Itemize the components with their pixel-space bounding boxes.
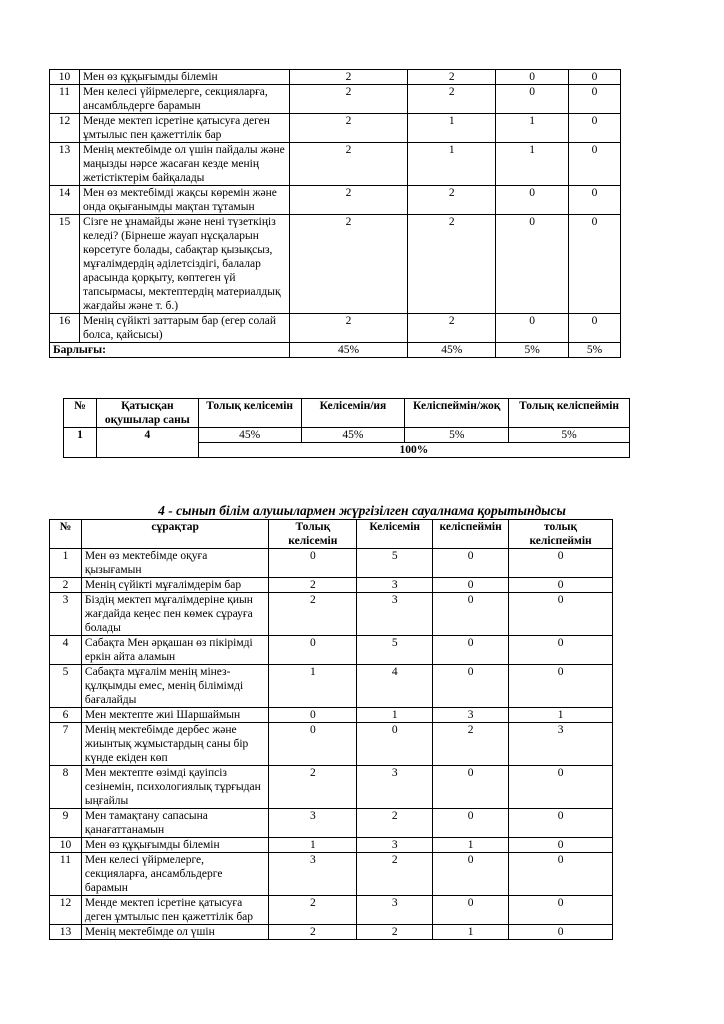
question-text: Мен өз құқығымды білемін xyxy=(79,70,289,85)
row-number: 11 xyxy=(50,85,80,114)
total-percent: 100% xyxy=(198,443,629,458)
table-row xyxy=(50,593,613,636)
fully-agree-count: 2 xyxy=(289,186,408,215)
agree-count: 2 xyxy=(408,85,496,114)
agree-count: 3 xyxy=(357,766,433,809)
table-row xyxy=(50,70,621,85)
question-text: Менің мектебімде дербес және жиынтық жұмыстардың саны бір күнде екіден көп xyxy=(81,723,269,766)
disagree-count: 1 xyxy=(496,114,569,143)
row-number: 3 xyxy=(50,593,82,636)
col-header-agree: Келісемін xyxy=(357,520,433,549)
fully-agree-count: 2 xyxy=(289,143,408,186)
row-number: 5 xyxy=(50,665,82,708)
table-row xyxy=(50,186,621,215)
table-row xyxy=(50,143,621,186)
total-percent: 5% xyxy=(496,343,569,358)
total-percent: 5% xyxy=(569,343,621,358)
question-text: Менің сүйікті мұғалімдерім бар xyxy=(81,578,269,593)
question-text: Менің сүйікті заттарым бар (егер солай болса, қайсысы) xyxy=(79,314,289,343)
col-header-fully-disagree: Толық келіспеймін xyxy=(509,399,630,428)
agree-count: 4 xyxy=(357,665,433,708)
agree-count: 1 xyxy=(357,708,433,723)
fully-agree-count: 0 xyxy=(269,549,357,578)
row-number: 16 xyxy=(50,314,80,343)
table-row xyxy=(50,665,613,708)
fully-disagree-count: 0 xyxy=(569,70,621,85)
fully-disagree-count: 0 xyxy=(509,838,613,853)
col-header-disagree: келіспеймін xyxy=(433,520,509,549)
pct-fully-disagree: 5% xyxy=(509,428,630,443)
fully-agree-count: 2 xyxy=(289,85,408,114)
table-row xyxy=(50,549,613,578)
fully-disagree-count: 0 xyxy=(509,853,613,896)
total-label: Барлығы: xyxy=(50,343,290,358)
agree-count: 2 xyxy=(357,925,433,940)
disagree-count: 0 xyxy=(496,85,569,114)
row-number: 1 xyxy=(50,549,82,578)
disagree-count: 0 xyxy=(433,636,509,665)
question-text: Мен мектепте жиі Шаршаймын xyxy=(81,708,269,723)
question-text: Мен өз құқығымды білемін xyxy=(81,838,269,853)
disagree-count: 0 xyxy=(433,549,509,578)
question-text: Мен өз мектебімде оқуға қызығамын xyxy=(81,549,269,578)
row-number: 9 xyxy=(50,809,82,838)
fully-agree-count: 2 xyxy=(269,578,357,593)
disagree-count: 0 xyxy=(496,215,569,314)
total-row xyxy=(50,343,621,358)
section-title: 4 - сынып білім алушылармен жүргізілген сауалнама қорытындысы xyxy=(158,503,566,518)
table-row xyxy=(50,215,621,314)
row-number: 14 xyxy=(50,186,80,215)
fully-agree-count: 2 xyxy=(269,766,357,809)
col-header-number: № xyxy=(50,520,82,549)
row-number: 1 xyxy=(64,428,97,458)
fully-disagree-count: 0 xyxy=(509,896,613,925)
table-row xyxy=(50,723,613,766)
summary-table xyxy=(63,398,630,458)
fully-disagree-count: 0 xyxy=(569,186,621,215)
agree-count: 2 xyxy=(408,215,496,314)
question-text: Мен мектепте өзімді қауіпсіз сезінемін, психологиялық тұрғыдан ыңғайлы xyxy=(81,766,269,809)
question-text: Сабақта Мен әрқашан өз пікірімді еркін айта аламын xyxy=(81,636,269,665)
fully-disagree-count: 3 xyxy=(509,723,613,766)
pct-disagree: 5% xyxy=(405,428,509,443)
fully-agree-count: 2 xyxy=(269,593,357,636)
table-row xyxy=(50,766,613,809)
disagree-count: 0 xyxy=(433,593,509,636)
table-row xyxy=(50,838,613,853)
agree-count: 0 xyxy=(357,723,433,766)
row-number: 7 xyxy=(50,723,82,766)
col-header-fully-disagree: толық келіспеймін xyxy=(509,520,613,549)
table-row xyxy=(50,578,613,593)
fully-agree-count: 0 xyxy=(269,723,357,766)
disagree-count: 0 xyxy=(496,314,569,343)
col-header-fully-agree: Толық келісемін xyxy=(269,520,357,549)
disagree-count: 1 xyxy=(433,838,509,853)
pct-agree: 45% xyxy=(301,428,405,443)
pct-fully-agree: 45% xyxy=(198,428,301,443)
disagree-count: 0 xyxy=(433,809,509,838)
row-number: 10 xyxy=(50,838,82,853)
agree-count: 1 xyxy=(408,114,496,143)
fully-agree-count: 2 xyxy=(269,925,357,940)
row-number: 12 xyxy=(50,114,80,143)
fully-disagree-count: 1 xyxy=(509,708,613,723)
table-row xyxy=(50,925,613,940)
disagree-count: 0 xyxy=(433,578,509,593)
fully-agree-count: 2 xyxy=(289,314,408,343)
disagree-count: 1 xyxy=(496,143,569,186)
fully-disagree-count: 0 xyxy=(569,114,621,143)
disagree-count: 0 xyxy=(433,766,509,809)
col-header-questions: сұрақтар xyxy=(81,520,269,549)
question-text: Біздің мектеп мұғалімдеріне қиын жағдайда кеңес пен көмек сұрауға болады xyxy=(81,593,269,636)
table-row xyxy=(50,85,621,114)
fully-disagree-count: 0 xyxy=(569,314,621,343)
fully-agree-count: 3 xyxy=(269,809,357,838)
fully-agree-count: 1 xyxy=(269,838,357,853)
disagree-count: 2 xyxy=(433,723,509,766)
question-text: Менің мектебімде ол үшін xyxy=(81,925,269,940)
fully-disagree-count: 0 xyxy=(569,143,621,186)
table-row xyxy=(50,314,621,343)
disagree-count: 0 xyxy=(433,896,509,925)
table-row xyxy=(50,708,613,723)
fully-disagree-count: 0 xyxy=(569,215,621,314)
fully-agree-count: 2 xyxy=(289,70,408,85)
fully-disagree-count: 0 xyxy=(509,766,613,809)
agree-count: 1 xyxy=(408,143,496,186)
table-row xyxy=(50,809,613,838)
col-header-agree: Келісемін/ия xyxy=(301,399,405,428)
total-percent: 45% xyxy=(408,343,496,358)
fully-agree-count: 0 xyxy=(269,708,357,723)
agree-count: 2 xyxy=(357,809,433,838)
fully-agree-count: 2 xyxy=(269,896,357,925)
agree-count: 2 xyxy=(408,186,496,215)
question-text: Мен келесі үйірмелерге, секцияларға, ансамбльдерге барамын xyxy=(79,85,289,114)
row-number: 11 xyxy=(50,853,82,896)
survey-table-grade4 xyxy=(49,519,613,940)
fully-agree-count: 3 xyxy=(269,853,357,896)
agree-count: 3 xyxy=(357,578,433,593)
disagree-count: 0 xyxy=(496,186,569,215)
fully-disagree-count: 0 xyxy=(509,636,613,665)
question-text: Мен келесі үйірмелерге, секцияларға, ансамбльдерге барамын xyxy=(81,853,269,896)
row-number: 2 xyxy=(50,578,82,593)
table-row xyxy=(50,114,621,143)
fully-disagree-count: 0 xyxy=(509,549,613,578)
agree-count: 5 xyxy=(357,636,433,665)
question-text: Мен өз мектебімді жақсы көремін және онда оқығанымды мақтан тұтамын xyxy=(79,186,289,215)
disagree-count: 0 xyxy=(433,853,509,896)
agree-count: 3 xyxy=(357,593,433,636)
fully-agree-count: 2 xyxy=(289,114,408,143)
disagree-count: 1 xyxy=(433,925,509,940)
question-text: Менде мектеп ісретіне қатысуға деген ұмтылыс пен қажеттілік бар xyxy=(81,896,269,925)
agree-count: 3 xyxy=(357,896,433,925)
row-number: 4 xyxy=(50,636,82,665)
fully-agree-count: 2 xyxy=(289,215,408,314)
row-number: 12 xyxy=(50,896,82,925)
agree-count: 2 xyxy=(357,853,433,896)
table3-body xyxy=(50,549,613,940)
row-number: 13 xyxy=(50,925,82,940)
fully-disagree-count: 0 xyxy=(509,665,613,708)
table1-body xyxy=(50,70,621,358)
fully-disagree-count: 0 xyxy=(509,809,613,838)
row-number: 10 xyxy=(50,70,80,85)
fully-disagree-count: 0 xyxy=(509,578,613,593)
question-text: Менде мектеп ісретіне қатысуға деген ұмтылыс пен қажеттілік бар xyxy=(79,114,289,143)
question-text: Сабақта мұғалім менің мінез-құлқымды емес, менің білімімді бағалайды xyxy=(81,665,269,708)
table-row xyxy=(50,896,613,925)
fully-agree-count: 0 xyxy=(269,636,357,665)
agree-count: 2 xyxy=(408,70,496,85)
fully-disagree-count: 0 xyxy=(569,85,621,114)
col-header-participants: Қатысқан оқушылар саны xyxy=(96,399,198,428)
question-text: Мен тамақтану сапасына қанағаттанамын xyxy=(81,809,269,838)
col-header-fully-agree: Толық келісемін xyxy=(198,399,301,428)
agree-count: 3 xyxy=(357,838,433,853)
table-row xyxy=(50,636,613,665)
total-percent: 45% xyxy=(289,343,408,358)
row-number: 8 xyxy=(50,766,82,809)
fully-agree-count: 1 xyxy=(269,665,357,708)
table-row xyxy=(50,853,613,896)
disagree-count: 0 xyxy=(433,665,509,708)
disagree-count: 3 xyxy=(433,708,509,723)
row-number: 6 xyxy=(50,708,82,723)
agree-count: 5 xyxy=(357,549,433,578)
fully-disagree-count: 0 xyxy=(509,593,613,636)
agree-count: 2 xyxy=(408,314,496,343)
fully-disagree-count: 0 xyxy=(509,925,613,940)
col-header-number: № xyxy=(64,399,97,428)
disagree-count: 0 xyxy=(496,70,569,85)
row-number: 15 xyxy=(50,215,80,314)
participants-count: 4 xyxy=(96,428,198,458)
col-header-disagree: Келіспеймін/жоқ xyxy=(405,399,509,428)
question-text: Менің мектебімде ол үшін пайдалы және маңызды нәрсе жасаған кезде менің жетістіктерім байқалады xyxy=(79,143,289,186)
question-text: Сізге не ұнамайды және нені түзеткіңіз келеді? (Бірнеше жауап нұсқаларын көрсетуге болады, сабақтар қызықсыз, мұғалімдердің әділетсіздігі, балалар арасында қорқыту, көптеген үй тапсырмасы, мектептердің материалдық жағдайы және т. б.) xyxy=(79,215,289,314)
row-number: 13 xyxy=(50,143,80,186)
survey-table-continued xyxy=(49,69,621,358)
